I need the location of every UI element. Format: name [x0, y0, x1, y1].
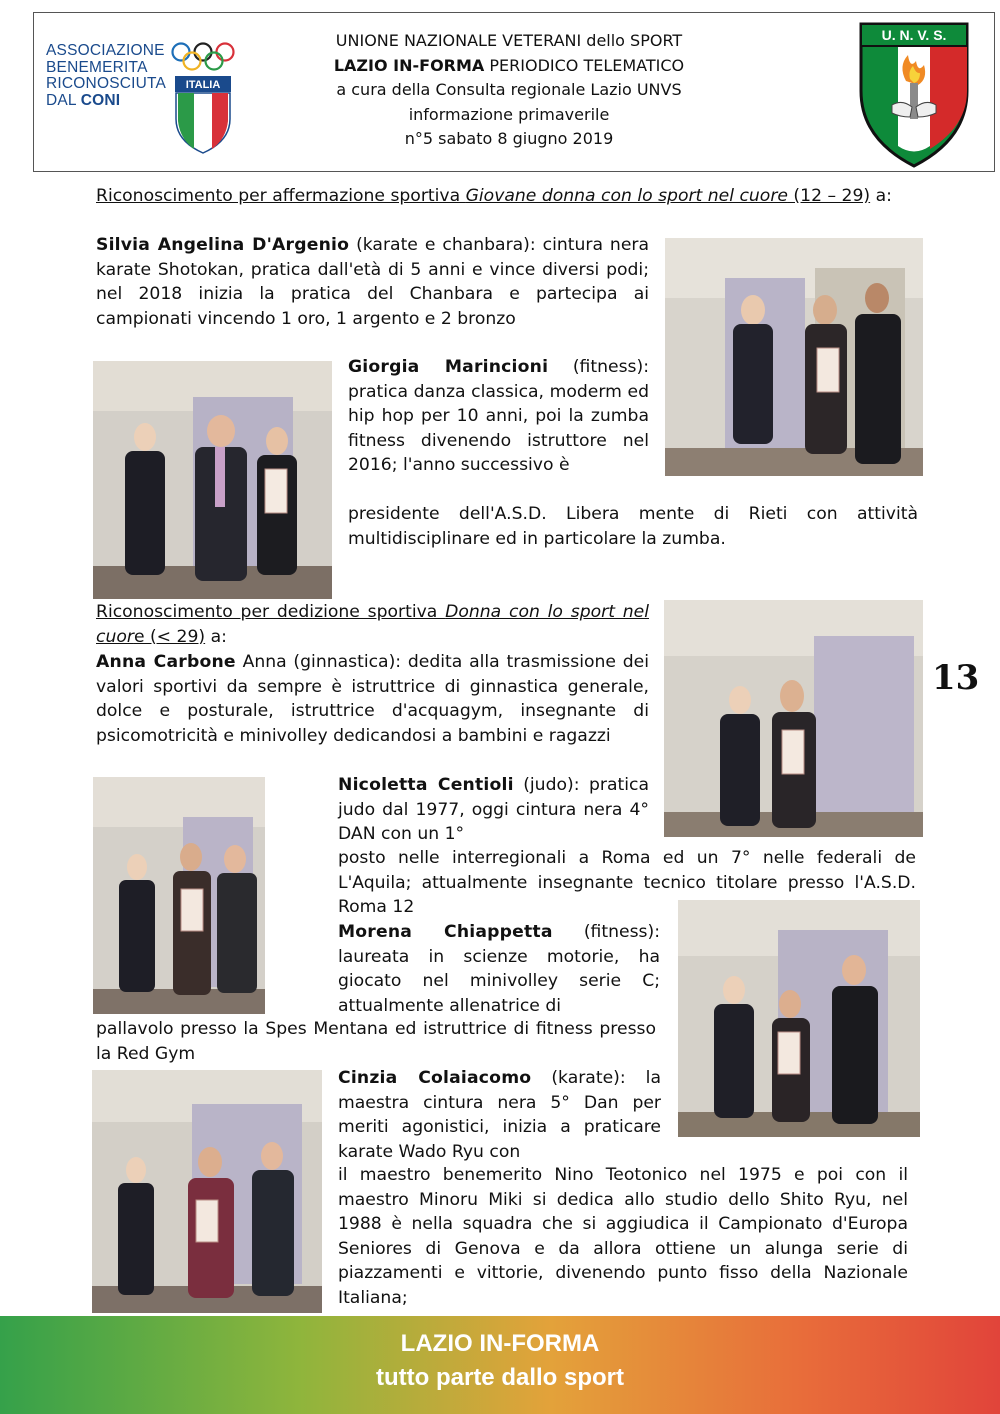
coni-logo	[46, 39, 242, 159]
italia-shield-icon	[174, 75, 232, 155]
entry-morena-chiappetta-cont: pallavolo presso la Spes Mentana ed istruttrice di fitness presso la Red Gym	[96, 1019, 656, 1064]
entry-cinzia-colaiacomo-cont: il maestro benemerito Nino Teotonico nel 1975 e poi con il maestro Minoru Miki si dedica allo studio dello Shito Ryu, nel 1988 è nella squadra che si aggiudica il Campionato d'Europa Seniores di Genova e da allora ottiene un alunga serie di piazzamenti e vittorie, divenendo punto fisso della Nazionale Italiana;	[338, 1165, 908, 1308]
award-photo-6	[92, 1070, 322, 1313]
header-line-1: UNIONE NAZIONALE VETERANI dello SPORT	[335, 31, 683, 50]
entry-cinzia-colaiacomo: Cinzia Colaiacomo (karate): la maestra cintura nera 5° Dan per meriti agonistici, inizia a praticare karate Wado Ryu con	[338, 1068, 661, 1162]
header-line-4: informazione primaverile	[408, 104, 610, 124]
award-photo-4	[93, 777, 265, 1014]
section1-heading: Riconoscimento per affermazione sportiva Giovane donna con lo sport nel cuore (12 – 29) a:	[96, 186, 892, 206]
page-footer	[0, 1316, 1000, 1414]
entry-silvia-dargenio: Silvia Angelina D'Argenio (karate e chanbara): cintura nera karate Shotokan, pratica dall'età di 5 anni e vince diversi podi; nel 2018 inizia la pratica del Chanbara e partecipa ai campionati vincendo 1 oro, 1 argento e 2 bronzo	[96, 235, 649, 329]
footer-title: LAZIO IN-FORMA	[400, 1330, 600, 1357]
header-line-3: a cura della Consulta regionale Lazio UNVS	[336, 80, 682, 99]
award-photo-1	[665, 238, 923, 476]
footer-tagline: tutto parte dallo sport	[376, 1364, 624, 1391]
award-photo-3	[664, 600, 923, 837]
entry-nicoletta-centioli: Nicoletta Centioli (judo): pratica judo dal 1977, oggi cintura nera 4° DAN con un 1°	[338, 775, 649, 844]
page-number: 13	[932, 658, 980, 698]
entry-nicoletta-centioli-cont: posto nelle interregionali a Roma ed un 7° nelle federali de L'Aquila; attualmente insegnante tecnico titolare presso l'A.S.D. Roma 12	[338, 848, 916, 917]
coni-logo-text: ASSOCIAZIONE BENEMERITA RICONOSCIUTA DAL CONI	[46, 42, 167, 109]
unvs-shield-icon	[858, 21, 970, 169]
header-line-5: n°5 sabato 8 giugno 2019	[404, 129, 614, 148]
header-title-block	[264, 29, 754, 152]
entry-giorgia-marincioni-cont: presidente dell'A.S.D. Libera mente di Rieti con attività multidisciplinare ed in particolare la zumba.	[348, 504, 918, 549]
olympic-rings-icon	[170, 41, 236, 73]
unvs-logo-label: U. N. V. S.	[881, 27, 947, 43]
award-photo-2	[93, 361, 332, 599]
header-line-2: LAZIO IN-FORMA PERIODICO TELEMATICO	[333, 55, 685, 75]
page-header	[33, 12, 995, 172]
section2-heading: Riconoscimento per dedizione sportiva Donna con lo sport nel cuore (< 29) a:	[96, 602, 649, 647]
entry-anna-carbone: Anna Carbone Anna (ginnastica): dedita alla trasmissione dei valori sportivi da sempre è istruttrice di ginnastica generale, dolce e posturale, istruttrice d'acquagym, insegnante di psicomotricità e minivolley dedicandosi a bambini e ragazzi	[96, 652, 650, 746]
entry-morena-chiappetta: Morena Chiappetta (fitness): laureata in scienze motorie, ha giocato nel minivolley serie C; attualmente allenatrice di	[338, 922, 660, 1016]
award-photo-5	[678, 900, 920, 1137]
italia-shield-label: ITALIA	[185, 79, 221, 91]
entry-giorgia-marincioni: Giorgia Marincioni (fitness): pratica danza classica, moderm ed hip hop per 10 anni, poi la zumba fitness divenendo istruttore nel 2016; l'anno successivo è	[348, 357, 649, 475]
